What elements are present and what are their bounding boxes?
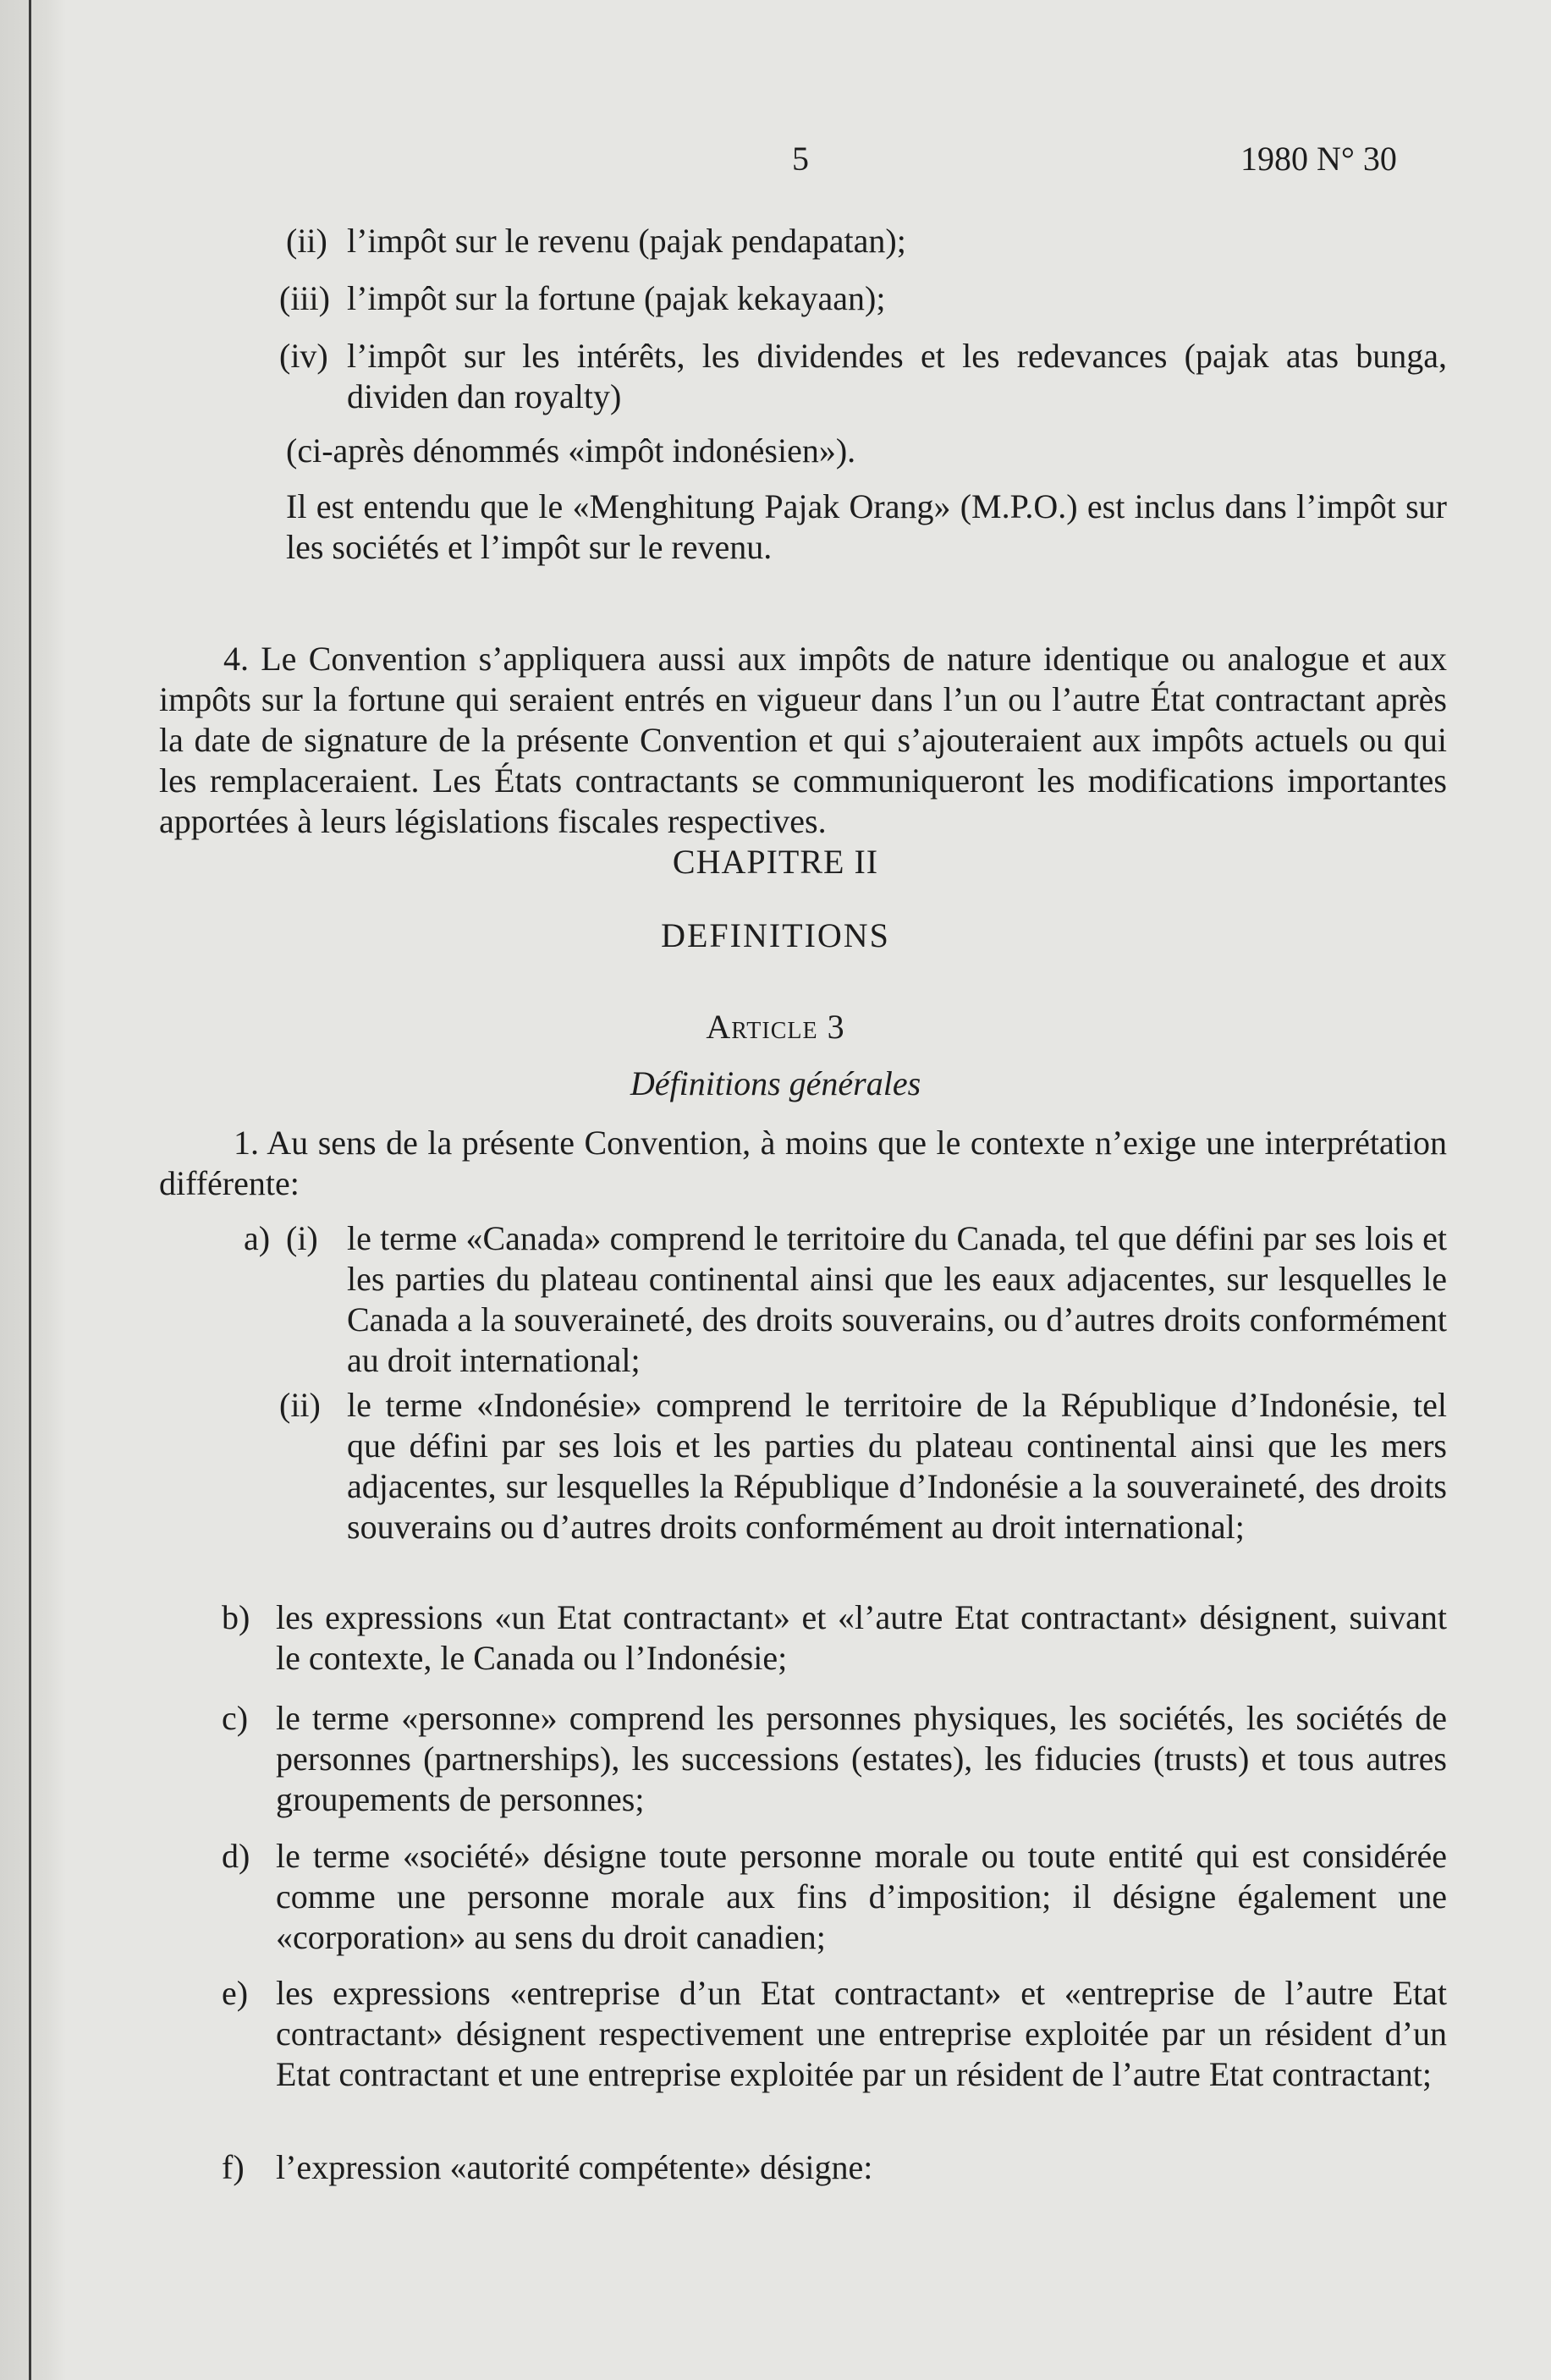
- definition-a-i-text: le terme «Canada» comprend le territoire du Canada, tel que défini par ses lois et les parties du plateau continental ainsi que les eaux adjacentes, sur lesquelles le Canada a la souveraineté, des droits souverains, ou d’autres droits conformément au droit international;: [347, 1219, 1447, 1379]
- chapter-subtitle: DEFINITIONS: [661, 916, 890, 954]
- definition-c-label: c): [222, 1699, 249, 1737]
- definition-a-label: a): [244, 1219, 271, 1257]
- definition-f-label: f): [222, 2148, 245, 2186]
- definition-b-label: b): [222, 1598, 250, 1636]
- tax-item-iii: [279, 278, 1447, 319]
- chapter-title: CHAPITRE II: [672, 843, 879, 881]
- definition-e-label: e): [222, 1974, 249, 2012]
- definition-a-ii-text: le terme «Indonésie» comprend le territoire de la République d’Indonésie, tel que défini par ses lois et les parties du plateau continental ainsi que les mers adjacentes, sur lesquelles la République d’Indonésie a la souveraineté, des droits souverains ou d’autres droits conformément au droit international;: [347, 1386, 1447, 1546]
- tax-item-text: l’impôt sur les intérêts, les dividendes et les redevances (pajak atas bunga, dividen dan royalty): [347, 337, 1447, 415]
- tax-item-text: l’impôt sur la fortune (pajak kekayaan);: [347, 279, 886, 317]
- tax-item-label: (ii): [286, 222, 327, 260]
- tax-item-label: (iii): [279, 279, 330, 317]
- tax-item-text: l’impôt sur le revenu (pajak pendapatan);: [347, 222, 906, 260]
- taxes-note: (ci-après dénommés «impôt indonésien»).: [286, 431, 856, 470]
- tax-item-iv: [279, 336, 1447, 417]
- definition-f-text: l’expression «autorité compétente» désigne:: [276, 2148, 873, 2186]
- tax-item-ii: [286, 221, 1447, 261]
- document-reference: 1980 N° 30: [1240, 140, 1397, 178]
- paragraph-1: 1. Au sens de la présente Convention, à moins que le contexte n’exige une interprétation différente:: [159, 1124, 1447, 1202]
- definition-a-ii-label: (ii): [279, 1386, 321, 1424]
- definition-d-label: d): [222, 1837, 250, 1875]
- paragraph-4: 4. Le Convention s’appliquera aussi aux impôts de nature identique ou analogue et aux impôts sur la fortune qui seraient entrés en vigueur dans l’un ou l’autre État contractant après la date de signature de la présente Convention et qui s’ajouteraient aux impôts actuels ou qui les remplaceraient. Les États contractants se communiqueront les modifications importantes apportées à leurs législations fiscales respectives.: [159, 640, 1447, 840]
- definition-d-text: le terme «société» désigne toute personne morale ou toute entité qui est considérée comme une personne morale aux fins d’imposition; il désigne également une «corporation» au sens du droit canadien;: [276, 1837, 1447, 1956]
- mpo-note: Il est entendu que le «Menghitung Pajak Orang» (M.P.O.) est inclus dans l’impôt sur les sociétés et l’impôt sur le revenu.: [286, 487, 1447, 566]
- definition-c-text: le terme «personne» comprend les personnes physiques, les sociétés, les sociétés de personnes (partnerships), les successions (estates), les fiducies (trusts) et tous autres groupements de personnes;: [276, 1699, 1447, 1818]
- page-number: 5: [792, 140, 809, 178]
- definition-a-i-label: (i): [286, 1219, 318, 1257]
- article-title: Article 3: [706, 1008, 845, 1046]
- definition-b-text: les expressions «un Etat contractant» et «l’autre Etat contractant» désignent, suivant le contexte, le Canada ou l’Indonésie;: [276, 1598, 1447, 1677]
- article-subtitle: Définitions générales: [630, 1064, 921, 1102]
- definition-e-text: les expressions «entreprise d’un Etat contractant» et «entreprise de l’autre Etat contractant» désignent respectivement une entreprise exploitée par un résident d’un Etat contractant et une entreprise exploitée par un résident de l’autre Etat contractant;: [276, 1974, 1447, 2093]
- tax-item-label: (iv): [279, 337, 328, 375]
